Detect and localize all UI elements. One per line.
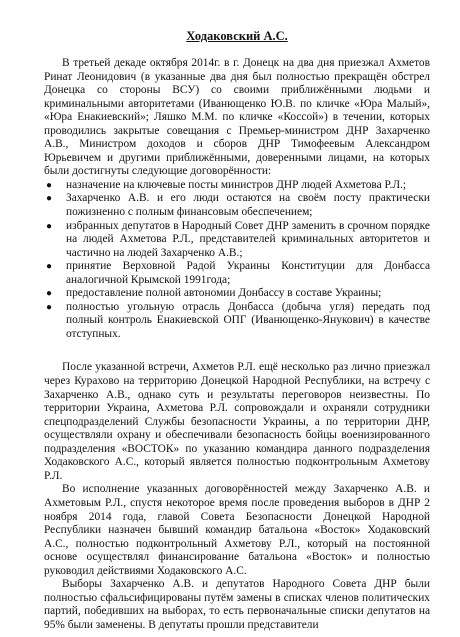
bullet-icon: ● [46, 261, 53, 273]
bullet-icon: ● [46, 220, 53, 232]
agreement-text: избранных депутатов в Народный Совет ДНР заменить в срочном порядке на людей Ахметова Р.Л., представителей криминальных авторитетов и частично на людей Захарченко А.В.; [66, 219, 430, 259]
document-title: Ходаковский А.С. [186, 29, 288, 43]
agreement-text: предоставление полной автономии Донбассу в составе Украины; [66, 287, 382, 300]
bullet-icon: ● [46, 301, 53, 313]
meeting-paragraph: После указанной встречи, Ахметов Р.Л. ещё несколько раз лично приезжал через Курахово на территорию Донецкой Народной Республики, на встречу с Захарченко А.В., однако суть и результаты переговоров неизвестны. По территории Украина, Ахметова Р.Л. сопровождали и охраняли сотрудники спецподразделений Службы безопасности Украины, а по территории ДНР, осуществляли охрану и обеспечивали безопасность бойцы военизированного подразделения «ВОСТОК» по указанию командира данного подразделения Ходаковского А.С., который является полностью подконтрольным Ахметову Р.Л. [44, 361, 430, 482]
agreement-text: принятие Верховной Радой Украины Конституции для Донбасса аналогичной Крымской 1991года; [66, 260, 430, 286]
bullet-icon: ● [46, 193, 53, 205]
intro-paragraph: В третьей декаде октября 2014г. в г. Донецк на два дня приезжал Ахметов Ринат Леонидович (в указанные два дня был полностью прекращён обстрел Донецка со стороны ВСУ) со своими приближёнными людьми и криминальными авторитетами (Иванющенко Ю.В. по кличке «Юра Малый», «Юра Енакиевский»; Ляшко М.М. по кличке «Коссой») в течении, которых проводились закрытые совещания с Премьер-министром ДНР Захарченко А.В., Министром доходов и сборов ДНР Тимофеевым Александром Юрьевичем и другими приближёнными, доверенными лицами, на которых были достигнуты следующие договорённости: [44, 57, 430, 178]
agreement-item [44, 301, 430, 342]
agreement-text: Захарченко А.В. и его люди остаются на своём посту практически пожизненно с полным финансовым обеспечением; [66, 192, 430, 219]
agreement-item [44, 179, 430, 193]
agreements-list [44, 179, 430, 342]
agreement-item [44, 220, 430, 261]
elections-paragraph: Выборы Захарченко А.В. и депутатов Народного Совета ДНР были полностью сфальсифицированы путём замены в списках членов политических партий, победивших на выборах, то есть первоначальные списки депутатов на 95% были заменены. В депутаты прошли представители [44, 578, 430, 631]
agreement-text: назначение на ключевые посты министров ДНР людей Ахметова Р.Л.; [66, 178, 407, 191]
agreement-item [44, 192, 430, 219]
agreement-item [44, 260, 430, 287]
agreement-text: полностью угольную отрасль Донбасса (добыча угля) передать под полный контроль Енакиевской ОПГ (Иванющенко-Янукович) в качестве отступных. [66, 300, 430, 340]
appointment-paragraph: Во исполнение указанных договорённостей между Захарченко А.В. и Ахметовым Р.Л., спустя некоторое время после проведения выборов в ДНР 2 ноября 2014 года, главой Совета Безопасности Донецкой Народной Республики назначен бывший командир батальона «Восток» Ходаковский А.С., полностью подконтрольный Ахметову Р.Л., который на постоянной основе осуществлял финансирование батальона «Восток» и полностью руководил действиями Ходаковского А.С. [44, 483, 430, 577]
bullet-icon: ● [46, 288, 53, 300]
agreement-item [44, 287, 430, 301]
bullet-icon: ● [46, 179, 53, 191]
